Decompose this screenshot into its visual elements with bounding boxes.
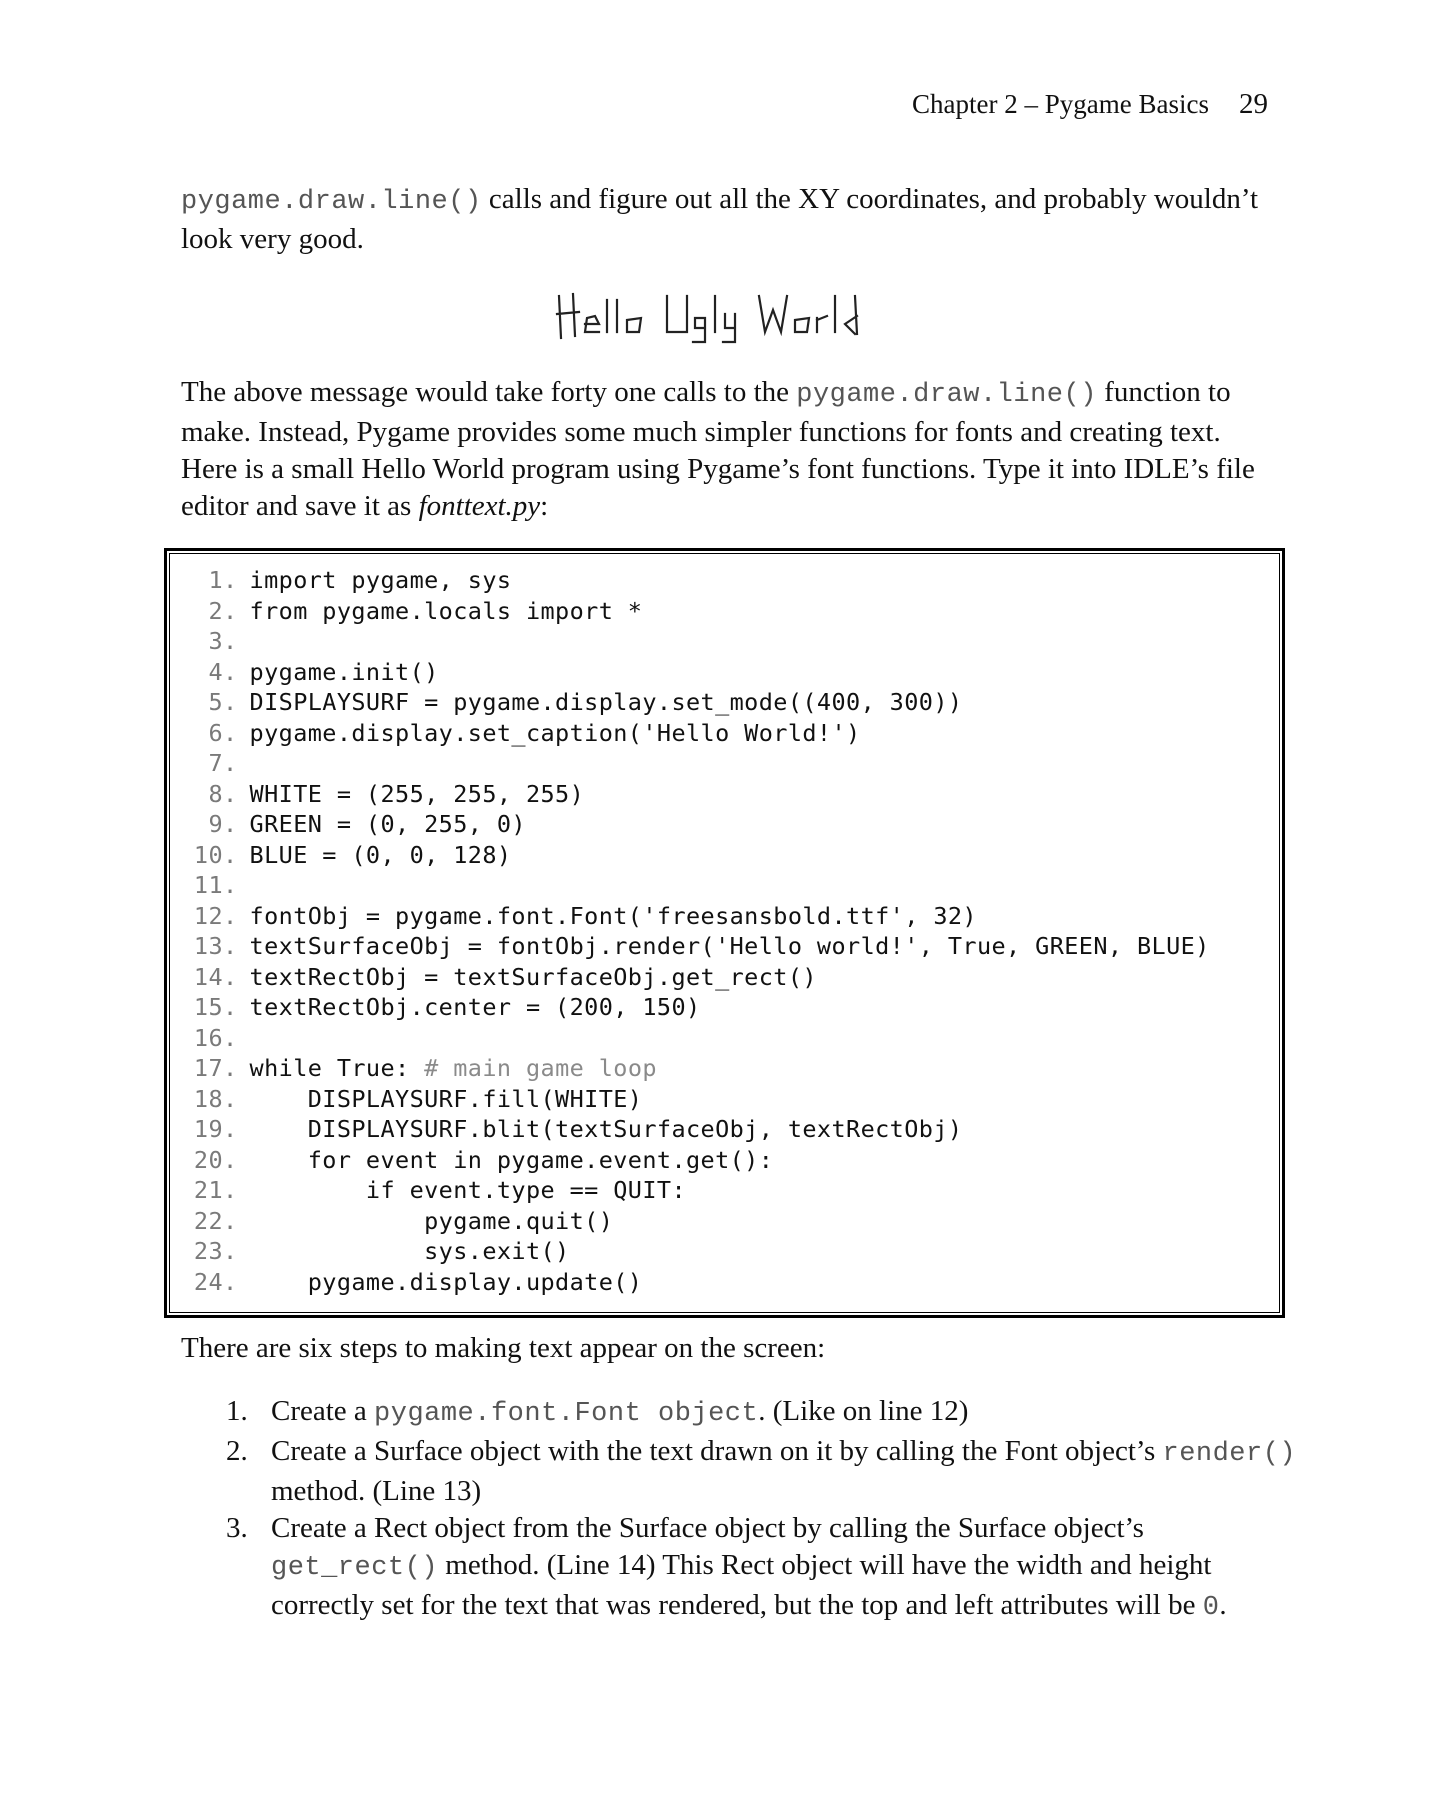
paragraph-text: function to make. Instead, Pygame provides some much simpler functions for fonts and creating text. Here is a small Hello World program using Pygame’s font functions. Type it into IDLE’s file editor and save it as: [181, 376, 1255, 522]
code-line: [181, 931, 1210, 962]
line-number-dot: .: [223, 688, 238, 716]
inline-code: get_rect(): [271, 1553, 439, 1583]
list-number: 2.: [226, 1435, 248, 1467]
page-number: 29: [1239, 88, 1268, 120]
code-text: sys.exit(): [235, 1237, 570, 1265]
line-number: 19: [193, 1115, 223, 1143]
code-line: [181, 1236, 1210, 1267]
line-number-dot: .: [223, 566, 238, 594]
code-lines: [181, 565, 1210, 1297]
code-text: GREEN = (0, 255, 0): [235, 810, 526, 838]
code-line: [181, 657, 1210, 688]
line-number-dot: .: [223, 871, 238, 899]
line-number: 4: [208, 657, 223, 686]
chapter-title: Chapter 2 – Pygame Basics: [912, 89, 1209, 119]
list-number: 1.: [226, 1395, 248, 1427]
code-text: pygame.display.set_caption('Hello World!'): [235, 718, 861, 747]
line-number: 14: [193, 962, 223, 991]
intro-paragraph: [181, 181, 1271, 258]
line-number-dot: .: [223, 1084, 238, 1113]
code-text: DISPLAYSURF.fill(WHITE): [235, 1084, 643, 1113]
inline-code: pygame.draw.line(): [181, 187, 482, 217]
code-comment: # main game loop: [424, 1054, 657, 1082]
line-number: 12: [193, 901, 223, 930]
line-number: 3: [208, 627, 223, 655]
line-number: 9: [208, 810, 223, 838]
page-header: [912, 88, 1268, 121]
inline-code: pygame.font.Font object: [374, 1399, 759, 1429]
code-text: if event.type == QUIT:: [235, 1176, 686, 1204]
code-line: [181, 870, 1210, 901]
list-text: Create a Rect object from the Surface object by calling the Surface object’s: [271, 1512, 1144, 1544]
explanation-paragraph: [181, 374, 1271, 525]
code-listing: [164, 548, 1285, 1318]
inline-code: pygame.draw.line(): [796, 380, 1097, 410]
code-line: [181, 962, 1210, 993]
line-number: 8: [208, 779, 223, 808]
code-text: pygame.init(): [235, 657, 439, 686]
code-line: [181, 1175, 1210, 1206]
line-number: 20: [193, 1145, 223, 1174]
code-text: [235, 748, 250, 779]
line-number: 15: [193, 993, 223, 1021]
code-text: textRectObj = textSurfaceObj.get_rect(): [235, 962, 817, 991]
line-number-dot: .: [223, 840, 238, 869]
list-text: .: [1219, 1589, 1227, 1621]
code-text: [235, 1023, 250, 1054]
list-item: [226, 1393, 1306, 1433]
line-number-dot: .: [223, 1115, 238, 1143]
line-number: 13: [193, 932, 223, 960]
list-item: [226, 1433, 1306, 1510]
code-line: [181, 1084, 1210, 1115]
code-line: [181, 1053, 1210, 1084]
line-number-dot: .: [223, 718, 238, 747]
line-number-dot: .: [223, 993, 238, 1021]
hello-ugly-world-figure: [555, 288, 895, 349]
inline-code: 0: [1202, 1593, 1220, 1623]
code-line: [181, 626, 1210, 657]
line-number: 16: [193, 1023, 223, 1052]
code-text: BLUE = (0, 0, 128): [235, 840, 512, 869]
inline-code: render(): [1162, 1439, 1297, 1469]
line-number-dot: .: [223, 1054, 238, 1082]
code-text: WHITE = (255, 255, 255): [235, 779, 585, 808]
code-line: [181, 1267, 1210, 1298]
line-number: 23: [193, 1237, 223, 1265]
line-number: 5: [208, 688, 223, 716]
line-number: 1: [208, 566, 223, 594]
line-number-dot: .: [223, 1267, 238, 1296]
line-number-dot: .: [223, 810, 238, 838]
line-number-dot: .: [223, 657, 238, 686]
code-line: [181, 596, 1210, 627]
code-line: [181, 779, 1210, 810]
code-text: import pygame, sys: [235, 566, 512, 594]
line-number: 11: [193, 871, 223, 899]
line-number: 21: [193, 1176, 223, 1204]
line-number-dot: .: [223, 1237, 238, 1265]
code-text: pygame.quit(): [235, 1206, 614, 1235]
line-number-dot: .: [223, 932, 238, 960]
line-number: 10: [193, 840, 223, 869]
steps-intro: There are six steps to making text appear on the screen:: [181, 1332, 826, 1364]
paragraph-text: The above message would take forty one calls to the: [181, 376, 797, 408]
paragraph-text: :: [540, 490, 549, 522]
code-text: while True:: [235, 1054, 425, 1082]
code-line: [181, 901, 1210, 932]
filename: fonttext.py: [418, 490, 541, 522]
line-number-dot: .: [223, 627, 238, 655]
code-text: for event in pygame.event.get():: [235, 1145, 774, 1174]
code-line: [181, 718, 1210, 749]
code-text: DISPLAYSURF = pygame.display.set_mode((400, 300)): [235, 688, 963, 716]
code-line: [181, 809, 1210, 840]
line-number: 24: [193, 1267, 223, 1296]
list-text: Create a: [271, 1395, 375, 1427]
code-text: textRectObj.center = (200, 150): [235, 993, 701, 1021]
line-number-dot: .: [223, 596, 238, 625]
line-number-dot: .: [223, 779, 238, 808]
code-line: [181, 1206, 1210, 1237]
steps-list: [226, 1393, 1306, 1627]
line-number: 18: [193, 1084, 223, 1113]
line-number: 2: [208, 596, 223, 625]
line-number: 6: [208, 718, 223, 747]
code-text: DISPLAYSURF.blit(textSurfaceObj, textRectObj): [235, 1115, 963, 1143]
code-line: [181, 992, 1210, 1023]
list-item: [226, 1510, 1306, 1627]
paragraph-text: calls and figure out all the XY coordinates, and probably wouldn’t look very good.: [181, 183, 1259, 255]
line-number-dot: .: [223, 1206, 238, 1235]
line-number: 22: [193, 1206, 223, 1235]
line-number-dot: .: [223, 749, 238, 777]
list-text: Create a Surface object with the text drawn on it by calling the Font object’s: [271, 1435, 1163, 1467]
code-text: pygame.display.update(): [235, 1267, 643, 1296]
list-number: 3.: [226, 1512, 248, 1544]
code-text: from pygame.locals import *: [235, 596, 643, 625]
line-number-dot: .: [223, 1176, 238, 1204]
code-line: [181, 1145, 1210, 1176]
code-text: [235, 626, 250, 657]
code-line: [181, 1023, 1210, 1054]
line-number-dot: .: [223, 1023, 238, 1052]
line-number: 17: [193, 1054, 223, 1082]
list-text: method. (Line 14) This Rect object will have the width and height correctly set for the text that was rendered, but the top and left attributes will be: [271, 1549, 1212, 1621]
code-line: [181, 1114, 1210, 1145]
code-line: [181, 748, 1210, 779]
code-line: [181, 687, 1210, 718]
line-number-dot: .: [223, 901, 238, 930]
line-number: 7: [208, 749, 223, 777]
list-text: . (Like on line 12): [758, 1395, 969, 1427]
list-text: method. (Line 13): [271, 1475, 482, 1507]
code-text: fontObj = pygame.font.Font('freesansbold.ttf', 32): [235, 901, 977, 930]
code-line: [181, 565, 1210, 596]
code-text: textSurfaceObj = fontObj.render('Hello world!', True, GREEN, BLUE): [235, 932, 1210, 960]
code-text: [235, 870, 250, 901]
line-number-dot: .: [223, 962, 238, 991]
line-number-dot: .: [223, 1145, 238, 1174]
code-line: [181, 840, 1210, 871]
